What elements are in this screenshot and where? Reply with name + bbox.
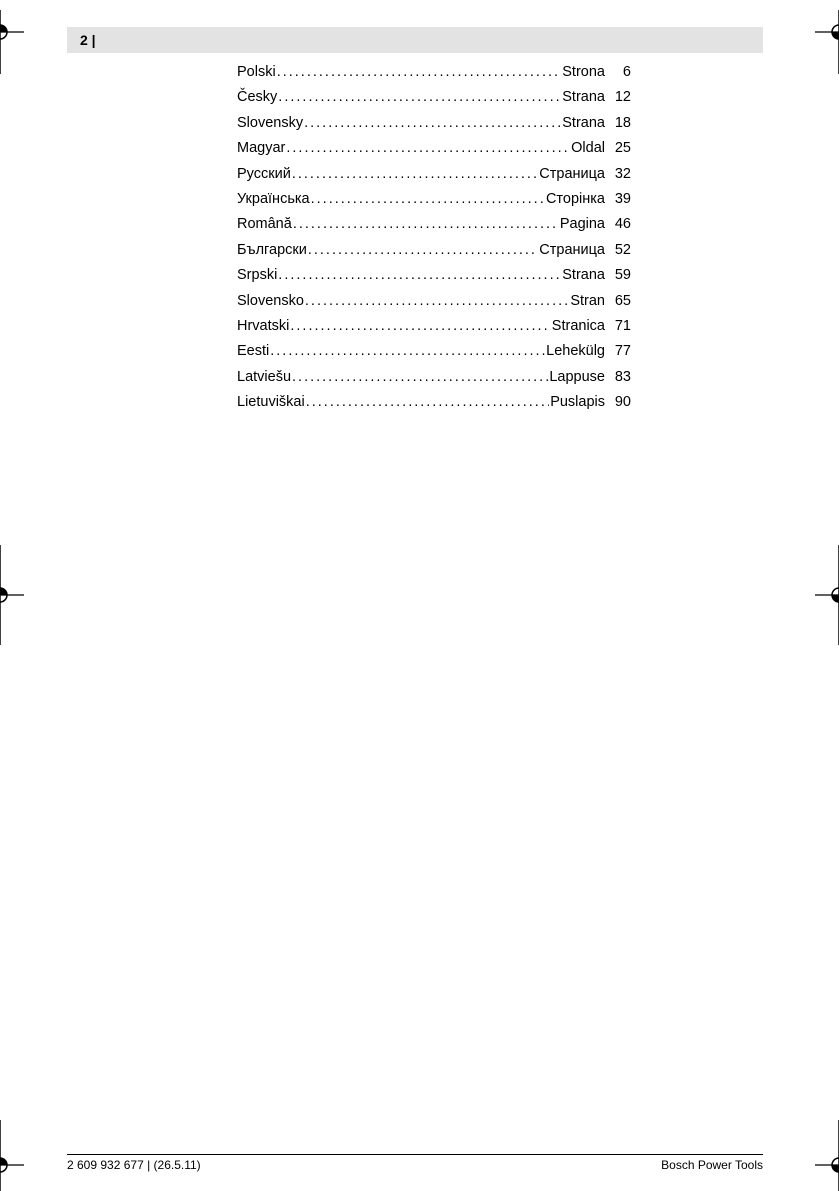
toc-entry[interactable] [237,187,631,212]
registration-mark-icon [815,1120,839,1191]
toc-leader-dots [292,365,548,390]
toc-language: Srpski [237,267,278,284]
footer-document-number: 2 609 932 677 | (26.5.11) [67,1158,201,1172]
toc-page-word: Strona [562,64,605,80]
toc-page-number: 46 [614,216,631,233]
toc-entry[interactable] [237,85,631,110]
toc-page-word: Pagina [559,216,605,233]
toc-language: Polski [237,64,276,80]
toc-entry[interactable] [237,238,631,263]
toc-leader-dots [290,314,550,339]
toc-leader-dots [304,111,561,136]
toc-page-number: 18 [614,114,631,131]
toc-entry[interactable] [237,162,631,187]
toc-page-word: Lappuse [549,368,605,385]
toc-leader-dots [277,60,562,85]
toc-page-word: Страница [539,241,605,258]
toc-entry[interactable] [237,365,631,390]
toc-language: Latviešu [237,368,292,385]
toc-page-word: Strana [562,114,605,131]
toc-page-number: 83 [614,368,631,385]
toc-leader-dots [292,162,538,187]
toc-page-number: 52 [614,241,631,258]
toc-language: Українська [237,190,310,207]
toc-page-number: 90 [614,394,631,411]
toc-entry[interactable] [237,136,631,161]
toc-leader-dots [293,212,559,237]
registration-mark-icon [0,10,24,74]
toc-page-word: Oldal [571,140,605,157]
registration-mark-icon [815,10,839,74]
toc-page-word: Страница [539,165,605,182]
toc-page-number: 39 [614,190,631,207]
toc-language: Magyar [237,140,286,157]
toc-language: Română [237,216,292,233]
toc-page-word: Stran [570,292,605,309]
toc-page-word: Lehekülg [546,343,605,360]
footer-brand: Bosch Power Tools [661,1158,763,1172]
toc-page-number: 12 [614,89,631,106]
toc-language: Русский [237,165,291,182]
toc-page-word: Сторінка [545,190,605,207]
toc-leader-dots [311,187,545,212]
toc-page-word: Strana [562,267,605,284]
toc-entry[interactable] [237,60,631,85]
toc-leader-dots [308,238,538,263]
registration-mark-icon [0,1120,24,1191]
table-of-contents [237,60,631,415]
toc-language: Eesti [237,343,270,360]
toc-language: Slovensko [237,292,304,309]
registration-mark-icon [0,545,24,645]
registration-mark-icon [815,545,839,645]
toc-page-number: 77 [614,343,631,360]
toc-entry[interactable] [237,263,631,288]
toc-entry[interactable] [237,289,631,314]
toc-leader-dots [286,136,570,161]
toc-page-number: 6 [622,64,631,80]
toc-language: Hrvatski [237,317,290,334]
toc-entry[interactable] [237,111,631,136]
toc-language: Български [237,241,307,258]
toc-page-number: 25 [614,140,631,157]
toc-language: Lietuviškai [237,394,305,411]
toc-page-word: Strana [562,89,605,106]
header-bar [67,27,763,53]
toc-page-number: 65 [614,292,631,309]
toc-language: Slovensky [237,114,304,131]
toc-entry[interactable] [237,314,631,339]
toc-leader-dots [278,263,561,288]
toc-page-number: 59 [614,267,631,284]
toc-leader-dots [278,85,561,110]
toc-page-number: 32 [614,165,631,182]
toc-entry[interactable] [237,212,631,237]
toc-language: Česky [237,89,278,106]
toc-entry[interactable] [237,339,631,364]
page-number: 2 | [80,32,96,48]
toc-leader-dots [305,289,569,314]
toc-page-word: Puslapis [550,394,605,411]
toc-leader-dots [270,339,545,364]
toc-entry[interactable] [237,390,631,415]
footer-divider [67,1154,763,1155]
toc-page-number: 71 [614,317,631,334]
toc-page-word: Stranica [551,317,605,334]
toc-leader-dots [306,390,549,415]
